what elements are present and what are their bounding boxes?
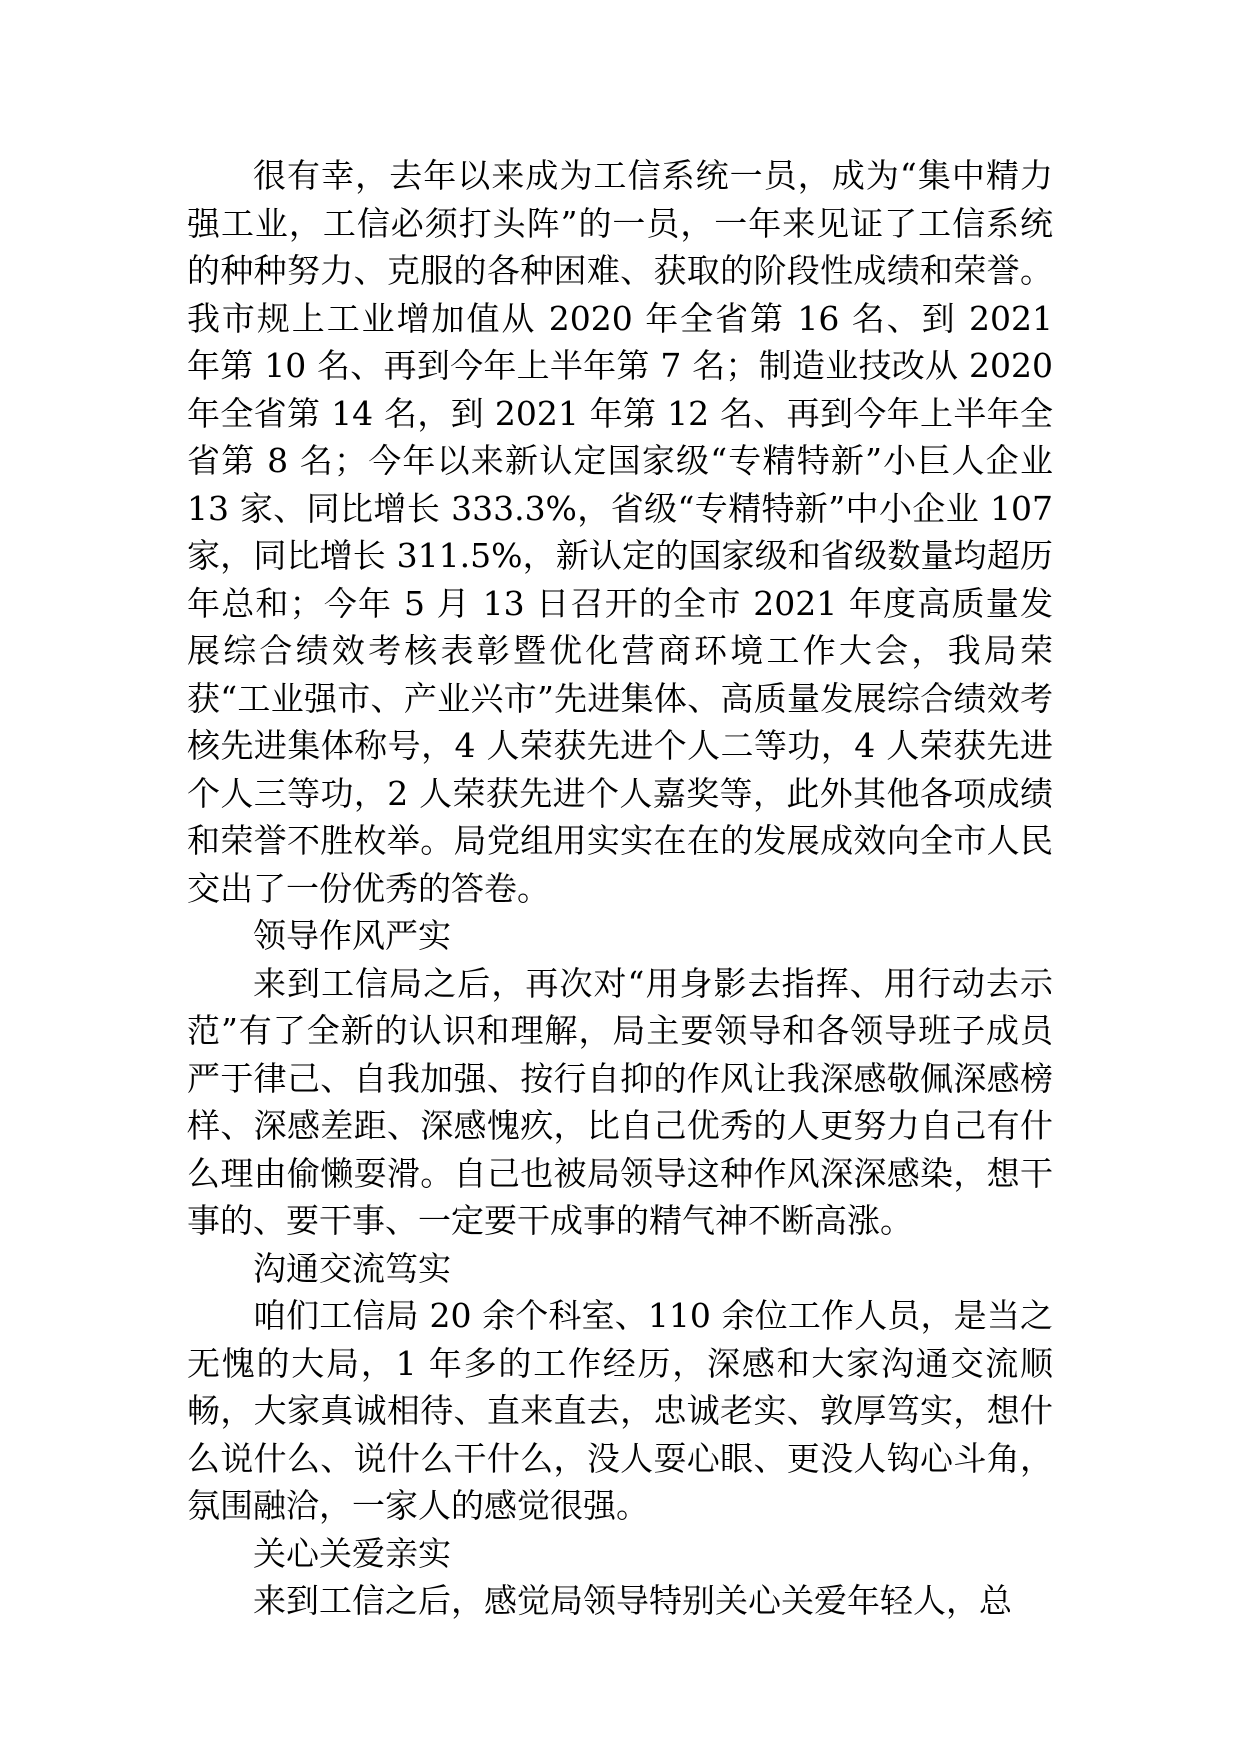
section-heading-communication: 沟通交流笃实 (253, 1248, 451, 1288)
document-body (187, 152, 1053, 1625)
paragraph-honors: 很有幸，去年以来成为工信系统一员，成为“集中精力强工业，工信必须打头阵”的一员，一年来见证了工信系统的种种努力、克服的各种困难、获取的阶段性成绩和荣誉。我市规上工业增加值从 2020 年全省第 16 名、到 2021 年第 10 名、再到今年上半年第 7 名；制造业技改从 2020 年全省第 14 名，到 2021 年第 12 名、再到今年上半年全省第 8 名；今年以来新认定国家级“专精特新”小巨人企业 13 家、同比增长 333.3%，省级“专精特新”中小企业 107 家，同比增长 311.5%，新认定的国家级和省级数量均超历年总和；今年 5 月 13 日召开的全市 2021 年度高质量发展综合绩效考核表彰暨优化营商环境工作大会，我局荣获“工业强市、产业兴市”先进集体、高质量发展综合绩效考核先进集体称号，4 人荣获先进个人二等功，4 人荣获先进个人三等功，2 人荣获先进个人嘉奖等，此外其他各项成绩和荣誉不胜枚举。局党组用实实在在的发展成效向全市人民交出了一份优秀的答卷。 (187, 156, 1053, 908)
paragraph-care: 来到工信之后，感觉局领导特别关心关爱年轻人，总 (253, 1581, 1012, 1620)
section-heading-leadership-style: 领导作风严实 (253, 916, 451, 955)
paragraph-leadership-style: 来到工信局之后，再次对“用身影去指挥、用行动去示范”有了全新的认识和理解，局主要领导和各领导班子成员严于律己、自我加强、按行自抑的作风让我深感敬佩深感榜样、深感差距、深感愧疚，比自己优秀的人更努力自己有什么理由偷懒耍滑。自己也被局领导这种作风深深感染，想干事的、要干事、一定要干成事的精气神不断高涨。 (187, 963, 1053, 1240)
paragraph-communication: 咱们工信局 20 余个科室、110 余位工作人员，是当之无愧的大局，1 年多的工作经历，深感和大家沟通交流顺畅，大家真诚相待、直来直去，忠诚老实、敦厚笃实，想什么说什么、说什么干什么，没人耍心眼、更没人钩心斗角，氛围融洽，一家人的感觉很强。 (187, 1296, 1053, 1525)
section-heading-care: 关心关爱亲实 (253, 1533, 451, 1573)
